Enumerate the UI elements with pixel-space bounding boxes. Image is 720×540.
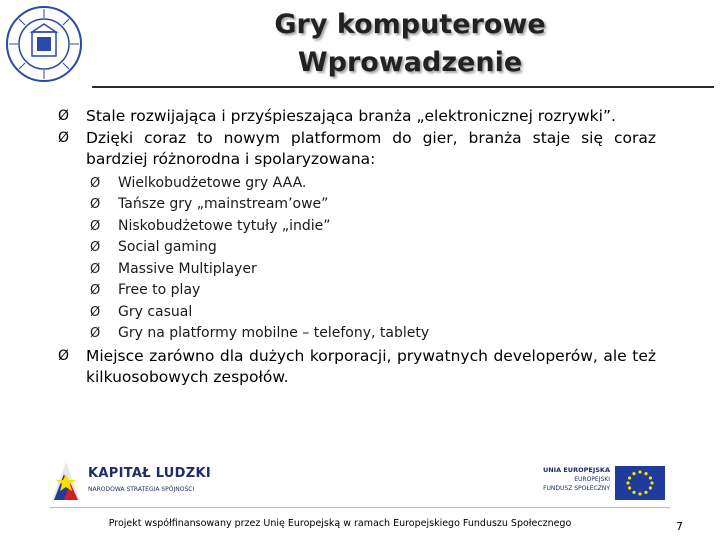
page-title — [150, 6, 670, 82]
arrow-bullet-icon: Ø — [90, 218, 101, 234]
sub-bullet-text: Massive Multiplayer — [118, 260, 257, 277]
bullet-text: Miejsce zarówno dla dużych korporacji, prywatnych developerów, ale też kilkuosobowych zespołów. — [86, 346, 656, 386]
eu-label-line-2: EUROPEJSKI — [574, 476, 610, 483]
arrow-bullet-icon: Ø — [90, 261, 101, 277]
page-number: 7 — [676, 520, 683, 533]
arrow-bullet-icon: Ø — [90, 175, 101, 191]
arrow-bullet-icon: Ø — [90, 197, 101, 212]
footer-note: Projekt współfinansowany przez Unię Europejską w ramach Europejskiego Funduszu Społecznego — [108, 518, 572, 529]
arrow-bullet-icon: Ø — [90, 240, 101, 255]
sub-bullet-text: Wielkobudżetowe gry AAA. — [118, 174, 307, 191]
arrow-bullet-icon: Ø — [58, 108, 70, 124]
title-line-2: Wprowadzenie — [297, 47, 523, 78]
sub-bullet-text: Social gaming — [118, 239, 217, 255]
sub-bullet-item — [90, 323, 656, 345]
sub-bullet-item — [90, 216, 656, 238]
eu-flag-icon — [615, 466, 665, 500]
kapital-ludzki-logo-icon — [50, 460, 82, 502]
sub-bullet-item — [90, 280, 656, 302]
eu-label-line-3: FUNDUSZ SPOŁECZNY — [543, 485, 610, 492]
footer-logos — [50, 456, 670, 506]
footer-divider — [50, 507, 670, 508]
arrow-bullet-icon: Ø — [90, 326, 101, 341]
slide-content — [56, 106, 656, 389]
arrow-bullet-icon: Ø — [90, 304, 101, 320]
sub-bullet-text: Tańsze gry „mainstream’owe” — [118, 196, 329, 212]
sub-bullet-item — [90, 194, 656, 216]
sub-bullet-text: Gry casual — [118, 303, 193, 320]
sub-bullet-item — [90, 259, 656, 281]
sub-bullet-list — [90, 173, 656, 345]
sub-bullet-item — [90, 173, 656, 195]
bullet-item — [56, 106, 656, 128]
arrow-bullet-icon: Ø — [90, 283, 101, 298]
sub-bullet-item — [90, 237, 656, 259]
kapital-ludzki-title: KAPITAŁ LUDZKI — [88, 466, 211, 481]
sub-bullet-text: Free to play — [118, 282, 201, 298]
sub-bullet-item — [90, 302, 656, 324]
university-seal-icon — [4, 4, 84, 84]
eu-label — [532, 466, 610, 493]
title-divider — [92, 86, 714, 88]
bullet-item — [56, 346, 656, 389]
bullet-text: Dzięki coraz to nowym platformom do gier, branża staje się coraz bardziej różnorodna i spolaryzowana: — [86, 128, 656, 168]
sub-bullet-text: Niskobudżetowe tytuły „indie” — [118, 217, 331, 234]
bullet-item — [56, 128, 656, 171]
arrow-bullet-icon: Ø — [58, 347, 70, 364]
kapital-ludzki-subtitle: NARODOWA STRATEGIA SPÓJNOŚCI — [88, 486, 195, 493]
title-line-1: Gry komputerowe — [274, 9, 546, 40]
arrow-bullet-icon: Ø — [58, 129, 70, 146]
bullet-text: Stale rozwijająca i przyśpieszająca branża „elektronicznej rozrywki”. — [86, 107, 616, 125]
sub-bullet-text: Gry na platformy mobilne – telefony, tablety — [118, 325, 430, 341]
eu-label-line-1: UNIA EUROPEJSKA — [542, 466, 610, 474]
